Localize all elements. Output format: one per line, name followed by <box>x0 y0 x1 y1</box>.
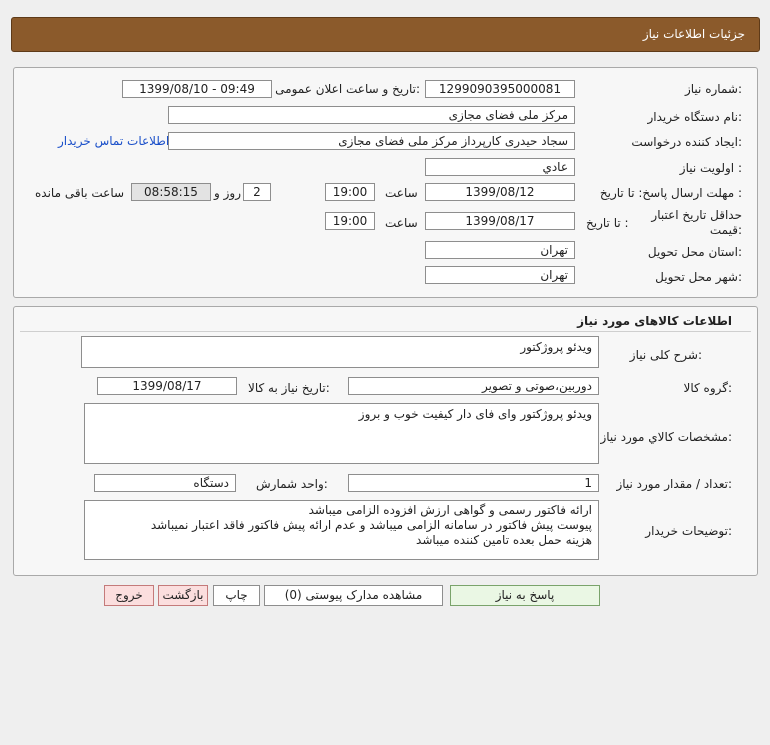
page-title: جزئیات اطلاعات نیاز <box>642 27 745 41</box>
buyer-contact-link[interactable]: اطلاعات تماس خریدار <box>58 134 170 148</box>
priority-field: عادي <box>425 158 575 176</box>
section-divider <box>20 331 751 332</box>
group-label: گروه کالا: <box>683 381 732 395</box>
need-date-field: 1399/08/17 <box>97 377 237 395</box>
validity-date-field: 1399/08/17 <box>425 212 575 230</box>
reply-button[interactable]: پاسخ به نیاز <box>450 585 600 606</box>
specs-label: مشخصات کالاي مورد نياز: <box>600 430 732 444</box>
need-info-panel <box>13 67 758 298</box>
buyer-notes-label: توضیحات خریدار: <box>645 524 732 538</box>
province-field: تهران <box>425 241 575 259</box>
remaining-time-field: 08:58:15 <box>131 183 211 201</box>
qty-label: تعداد / مقدار مورد نیاز: <box>616 477 732 491</box>
deadline-label: مهلت ارسال پاسخ: تا تاریخ : <box>599 186 742 200</box>
qty-field: 1 <box>348 474 599 492</box>
back-button[interactable]: بازگشت <box>158 585 208 606</box>
deadline-time-label: ساعت <box>385 186 418 200</box>
validity-time-label: ساعت <box>385 216 418 230</box>
group-field: دوربین،صوتی و تصویر <box>348 377 599 395</box>
validity-label: حداقل تاریخ اعتبار قیمت: <box>651 208 742 237</box>
need-date-label: تاریخ نیاز به کالا: <box>248 381 330 395</box>
print-button[interactable]: چاپ <box>213 585 260 606</box>
page-header <box>11 17 760 52</box>
general-desc-label: شرح کلی نیاز: <box>629 348 702 362</box>
deadline-time-field: 19:00 <box>325 183 375 201</box>
validity-to-label: تا تاریخ : <box>586 216 629 230</box>
general-desc-field: ویدئو پروژکتور <box>81 336 599 368</box>
requester-field: سجاد حیدری کارپرداز مرکز ملی فضای مجازی <box>168 132 575 150</box>
priority-label: اولویت نیاز : <box>679 161 742 175</box>
announce-label: تاریخ و ساعت اعلان عمومی: <box>275 82 420 96</box>
need-number-field: 1299090395000081 <box>425 80 575 98</box>
buyer-note-line: هزینه حمل بعده تامین کننده میباشد <box>416 533 592 547</box>
remaining-label: ساعت باقی مانده <box>35 186 125 200</box>
buyer-note-line: پیوست پیش فاکتور در سامانه الزامی میباشد و عدم ارائه پیش فاکتور فاقد اعتبار نمیباشد <box>150 518 592 532</box>
city-label: شهر محل تحویل: <box>655 270 742 284</box>
deadline-date-field: 1399/08/12 <box>425 183 575 201</box>
specs-field: ویدئو پروژکتور وای فای دار کیفیت خوب و بروز <box>84 403 599 464</box>
announce-field: 1399/08/10 - 09:49 <box>122 80 272 98</box>
days-field: 2 <box>243 183 271 201</box>
exit-button[interactable]: خروج <box>104 585 154 606</box>
days-label: روز و <box>214 186 241 200</box>
buyer-note-line: ارائه فاکتور رسمی و گواهی ارزش افزوده الزامی میباشد <box>308 503 592 517</box>
buyer-org-field: مرکز ملی فضای مجازی <box>168 106 575 124</box>
buyer-org-label: نام دستگاه خریدار: <box>647 110 742 124</box>
city-field: تهران <box>425 266 575 284</box>
unit-field: دستگاه <box>94 474 236 492</box>
attachments-button[interactable]: مشاهده مدارک پیوستی (0) <box>264 585 443 606</box>
validity-time-field: 19:00 <box>325 212 375 230</box>
need-number-label: شماره نیاز: <box>684 82 742 96</box>
province-label: استان محل تحویل: <box>647 245 742 259</box>
requester-label: ایجاد کننده درخواست: <box>631 135 742 149</box>
goods-section-title: اطلاعات کالاهای مورد نیاز <box>577 314 732 328</box>
buyer-notes-field <box>84 500 599 560</box>
unit-label: واحد شمارش: <box>256 477 328 491</box>
